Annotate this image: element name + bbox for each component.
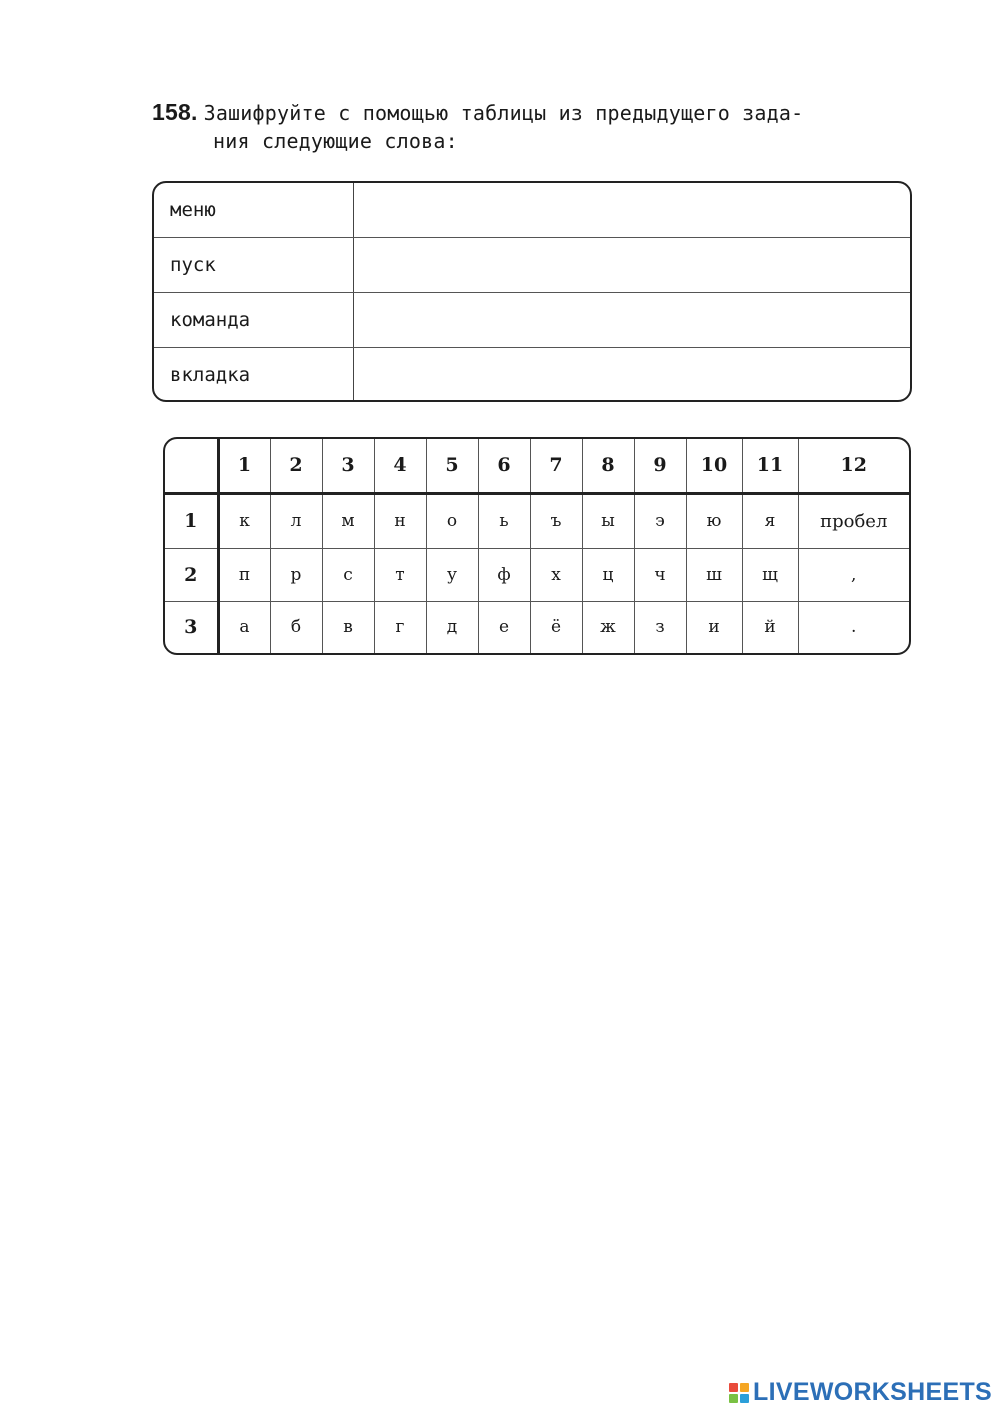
letter-cell: пробел xyxy=(798,493,909,548)
row-header: 2 xyxy=(165,548,218,601)
word-label: пуск xyxy=(154,238,354,292)
table-row xyxy=(165,601,909,653)
letter-cell: ё xyxy=(530,601,582,653)
letter-cell: . xyxy=(798,601,909,653)
task-text-line2: ния следующие слова: xyxy=(213,129,458,153)
table-row xyxy=(165,493,909,548)
letter-cell: е xyxy=(478,601,530,653)
answer-input-komanda[interactable] xyxy=(354,293,910,347)
letter-cell: ф xyxy=(478,548,530,601)
col-header: 5 xyxy=(426,439,478,493)
task-number: 158. xyxy=(152,99,198,125)
letter-cell: д xyxy=(426,601,478,653)
answer-input-vkladka[interactable] xyxy=(354,348,910,401)
letter-cell: щ xyxy=(742,548,798,601)
col-header: 9 xyxy=(634,439,686,493)
word-label: команда xyxy=(154,293,354,347)
letter-cell: у xyxy=(426,548,478,601)
letter-cell: ю xyxy=(686,493,742,548)
letter-cell: ж xyxy=(582,601,634,653)
letter-cell: г xyxy=(374,601,426,653)
letter-cell: м xyxy=(322,493,374,548)
letter-cell: к xyxy=(218,493,270,548)
answer-input-pusk[interactable] xyxy=(354,238,910,292)
letter-cell: я xyxy=(742,493,798,548)
letter-cell: ы xyxy=(582,493,634,548)
letter-cell: й xyxy=(742,601,798,653)
word-row xyxy=(154,238,910,293)
letter-cell: б xyxy=(270,601,322,653)
task-header xyxy=(152,98,916,155)
letter-cell: ч xyxy=(634,548,686,601)
letter-cell: л xyxy=(270,493,322,548)
letter-cell: в xyxy=(322,601,374,653)
letter-cell: р xyxy=(270,548,322,601)
col-header: 4 xyxy=(374,439,426,493)
letter-cell: з xyxy=(634,601,686,653)
logo-tiles-icon xyxy=(729,1383,749,1403)
letter-cell: ш xyxy=(686,548,742,601)
letter-cell: с xyxy=(322,548,374,601)
brand-name: LIVEWORKSHEETS xyxy=(753,1378,992,1406)
letter-cell: т xyxy=(374,548,426,601)
row-header: 1 xyxy=(165,493,218,548)
header-row xyxy=(165,439,909,493)
col-header: 8 xyxy=(582,439,634,493)
cipher-table xyxy=(165,439,909,653)
letter-cell: ь xyxy=(478,493,530,548)
letter-cell: , xyxy=(798,548,909,601)
row-header: 3 xyxy=(165,601,218,653)
col-header: 3 xyxy=(322,439,374,493)
col-header: 12 xyxy=(798,439,909,493)
liveworksheets-logo xyxy=(729,1378,992,1407)
word-row xyxy=(154,348,910,401)
word-label: вкладка xyxy=(154,348,354,401)
letter-cell: о xyxy=(426,493,478,548)
col-header: 6 xyxy=(478,439,530,493)
task-text-line1: Зашифруйте с помощью таблицы из предыдущего зада- xyxy=(203,101,804,125)
word-row xyxy=(154,293,910,348)
table-row xyxy=(165,548,909,601)
word-label: меню xyxy=(154,183,354,237)
letter-cell: и xyxy=(686,601,742,653)
letter-cell: э xyxy=(634,493,686,548)
col-header: 7 xyxy=(530,439,582,493)
col-header: 2 xyxy=(270,439,322,493)
col-header: 1 xyxy=(218,439,270,493)
answer-input-menu[interactable] xyxy=(354,183,910,237)
cipher-table-box xyxy=(163,437,911,655)
col-header: 11 xyxy=(742,439,798,493)
letter-cell: ъ xyxy=(530,493,582,548)
letter-cell: н xyxy=(374,493,426,548)
letter-cell: х xyxy=(530,548,582,601)
letter-cell: ц xyxy=(582,548,634,601)
col-header: 10 xyxy=(686,439,742,493)
words-answer-table xyxy=(152,181,912,402)
letter-cell: п xyxy=(218,548,270,601)
corner-cell xyxy=(165,439,218,493)
letter-cell: а xyxy=(218,601,270,653)
word-row xyxy=(154,183,910,238)
